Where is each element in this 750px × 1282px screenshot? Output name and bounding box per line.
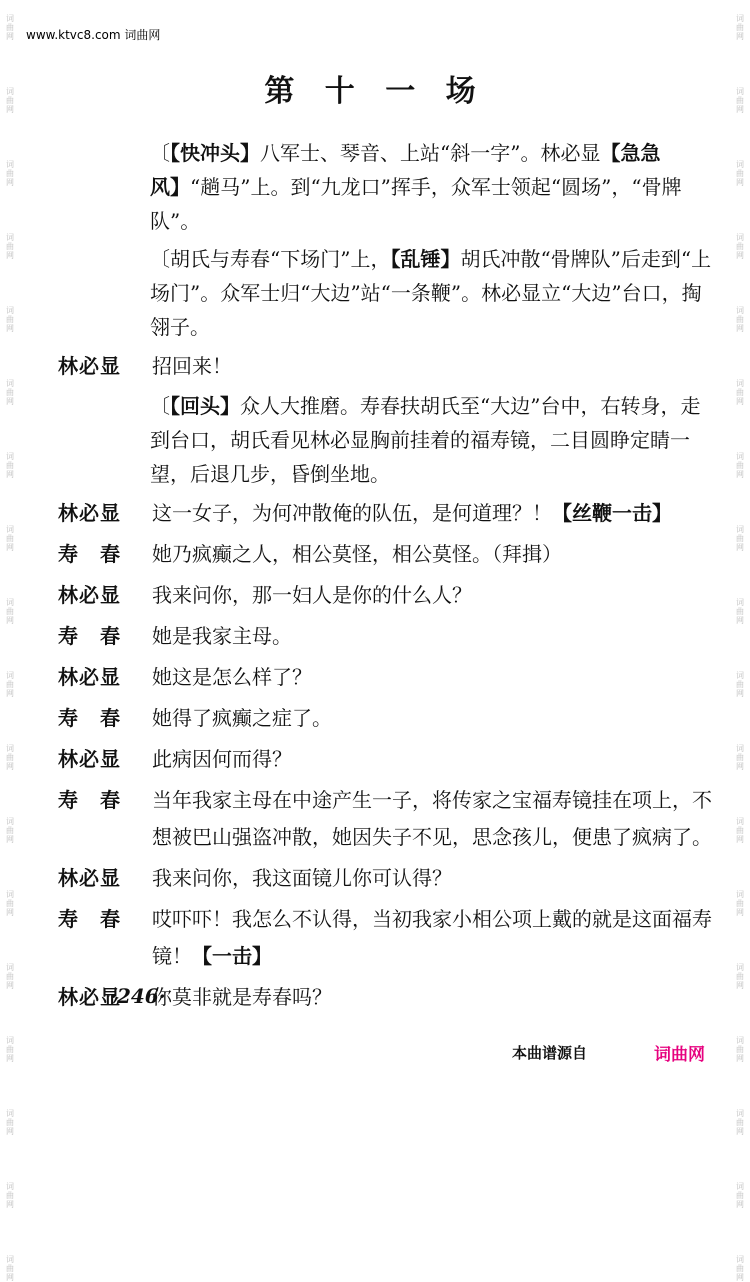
watermark-char: 词 [736,598,744,607]
script-content [58,136,718,1020]
watermark-char: 曲 [6,315,14,324]
watermark-group [736,817,744,844]
watermark-char: 词 [736,306,744,315]
watermark-group [736,671,744,698]
watermark-group [6,452,14,479]
stage-direction: 〔【快冲头】八军士、琴音、上站“斜一字”。林必显【急急风】“趟马”上。到“九龙口”挥手，众军士领起“圆场”，“骨牌队”。 [150,141,682,233]
watermark-char: 词 [6,671,14,680]
site-url[interactable]: www.ktvc8.com 词曲网 [26,28,161,42]
watermark-char: 词 [6,1109,14,1118]
music-cue: 【乱锤】 [390,247,461,271]
watermark-char: 词 [736,744,744,753]
watermark-char: 词 [6,817,14,826]
watermark-char: 词 [736,817,744,826]
speaker-name: 寿 春 [58,788,121,812]
watermark-char: 网 [736,251,744,260]
watermark-char: 网 [6,762,14,771]
watermark-group [736,890,744,917]
watermark-char: 词 [736,379,744,388]
watermark-char: 词 [736,1109,744,1118]
watermark-group [736,1182,744,1209]
watermark-group [736,1036,744,1063]
watermark-char: 曲 [6,242,14,251]
watermark-char: 曲 [736,1191,744,1200]
watermark-char: 网 [6,835,14,844]
dialogue-line [58,860,718,897]
watermark-char: 网 [736,1054,744,1063]
watermark-char: 曲 [736,242,744,251]
watermark-char: 词 [736,963,744,972]
scene-title: 第 十 一 场 [264,74,486,109]
watermark-char: 网 [736,762,744,771]
watermark-char: 网 [6,1273,14,1282]
watermark-char: 词 [6,1255,14,1264]
watermark-char: 曲 [736,461,744,470]
dialogue-text: 此病因何而得？ [152,747,292,771]
watermark-char: 曲 [736,1264,744,1273]
watermark-group [6,890,14,917]
watermark-char: 曲 [736,169,744,178]
music-cue: 【急急风】 [150,141,661,199]
watermark-char: 词 [736,160,744,169]
watermark-char: 词 [6,525,14,534]
watermark-char: 曲 [736,1118,744,1127]
music-cue: 【快冲头】 [170,141,260,165]
watermark-group [736,14,744,41]
watermark-char: 网 [6,616,14,625]
watermark-char: 网 [736,616,744,625]
watermark-group [6,1036,14,1063]
watermark-char: 词 [736,1182,744,1191]
dialogue-text: 她是我家主母。 [152,624,292,648]
speaker-name: 林必显 [58,354,121,378]
watermark-char: 网 [736,324,744,333]
stage-direction: 〔胡氏与寿春“下场门”上，【乱锤】胡氏冲散“骨牌队”后走到“上场门”。众军士归“大边”站“一条鞭”。林必显立“大边”台口，掏翎子。 [150,247,712,339]
speaker-name: 林必显 [58,985,121,1009]
watermark-char: 网 [6,251,14,260]
speaker-name: 林必显 [58,665,121,689]
watermark-char: 词 [6,598,14,607]
left-watermark-strip [2,0,18,1282]
watermark-group [6,160,14,187]
dialogue-line [58,577,718,614]
watermark-char: 词 [6,160,14,169]
speaker-name: 寿 春 [58,706,121,730]
watermark-char: 词 [736,1255,744,1264]
watermark-char: 网 [6,397,14,406]
dialogue-text: 她这是怎么样了？ [152,665,312,689]
watermark-char: 词 [6,306,14,315]
watermark-char: 词 [736,525,744,534]
watermark-group [736,233,744,260]
watermark-char: 网 [736,105,744,114]
speaker-name: 林必显 [58,747,121,771]
dialogue-text: 你莫非就是寿春吗？ [152,985,332,1009]
watermark-group [6,525,14,552]
watermark-char: 网 [736,908,744,917]
dialogue-line [58,536,718,573]
watermark-char: 网 [6,1127,14,1136]
watermark-group [6,14,14,41]
watermark-char: 曲 [736,680,744,689]
watermark-char: 网 [6,178,14,187]
watermark-char: 曲 [6,607,14,616]
dialogue-text: 招回来！ [152,354,232,378]
watermark-char: 词 [6,379,14,388]
dialogue-line [58,495,718,532]
watermark-group [6,1255,14,1282]
watermark-char: 网 [6,689,14,698]
watermark-group [6,671,14,698]
watermark-char: 曲 [6,826,14,835]
watermark-char: 网 [6,32,14,41]
watermark-group [736,306,744,333]
watermark-char: 曲 [6,899,14,908]
watermark-group [736,963,744,990]
footer-source-text: 本曲谱源自 [512,1044,588,1062]
watermark-char: 曲 [6,1191,14,1200]
dialogue-line [58,741,718,778]
dialogue-line [58,782,718,856]
watermark-group [736,598,744,625]
page-number: ·246· [110,984,166,1008]
watermark-group [6,963,14,990]
watermark-char: 曲 [736,96,744,105]
watermark-char: 词 [6,890,14,899]
watermark-char: 网 [6,908,14,917]
watermark-char: 词 [6,14,14,23]
dialogue-line [58,700,718,737]
watermark-char: 网 [6,981,14,990]
watermark-char: 词 [736,233,744,242]
music-cue: 【回头】 [170,394,240,418]
watermark-char: 网 [736,470,744,479]
watermark-char: 曲 [6,96,14,105]
right-watermark-strip [732,0,748,1282]
watermark-group [6,1109,14,1136]
watermark-group [6,1182,14,1209]
watermark-char: 词 [736,890,744,899]
watermark-char: 曲 [736,388,744,397]
watermark-char: 网 [736,178,744,187]
watermark-char: 网 [736,543,744,552]
watermark-group [736,744,744,771]
watermark-char: 网 [736,981,744,990]
watermark-char: 曲 [736,899,744,908]
dialogue-line [58,659,718,696]
speaker-name: 寿 春 [58,542,121,566]
watermark-char: 曲 [736,972,744,981]
dialogue-text: 当年我家主母在中途产生一子，将传家之宝福寿镜挂在项上，不想被巴山强盗冲散，她因失子不见，思念孩儿，便患了疯病了。 [152,788,712,849]
watermark-char: 曲 [6,169,14,178]
dialogue-line [58,348,718,385]
watermark-group [736,1109,744,1136]
watermark-char: 曲 [6,461,14,470]
dialogue-line [58,901,718,975]
watermark-char: 曲 [6,1264,14,1273]
watermark-group [6,306,14,333]
watermark-char: 词 [6,744,14,753]
watermark-char: 曲 [6,534,14,543]
watermark-char: 曲 [736,1045,744,1054]
watermark-char: 网 [736,835,744,844]
watermark-char: 网 [736,1273,744,1282]
watermark-char: 曲 [736,534,744,543]
watermark-char: 曲 [736,826,744,835]
watermark-char: 曲 [6,972,14,981]
watermark-group [736,379,744,406]
speaker-name: 林必显 [58,583,121,607]
watermark-group [6,744,14,771]
stage-direction: 〔【回头】众人大推磨。寿春扶胡氏至“大边”台中，右转身，走到台口，胡氏看见林必显胸前挂着的福寿镜，二目圆睁定睛一望，后退几步，昏倒坐地。 [150,394,701,486]
watermark-char: 曲 [6,1045,14,1054]
watermark-char: 曲 [6,23,14,32]
watermark-char: 网 [736,689,744,698]
watermark-group [6,817,14,844]
watermark-char: 词 [6,1036,14,1045]
speaker-name: 寿 春 [58,907,121,931]
watermark-char: 网 [6,1200,14,1209]
watermark-group [736,1255,744,1282]
watermark-char: 曲 [736,23,744,32]
music-cue: 【丝鞭一击】 [552,501,672,525]
watermark-group [6,379,14,406]
watermark-group [736,525,744,552]
dialogue-text: 我来问你，那一妇人是你的什么人？ [152,583,472,607]
watermark-char: 曲 [6,1118,14,1127]
watermark-char: 词 [6,233,14,242]
watermark-group [6,233,14,260]
watermark-char: 曲 [6,680,14,689]
watermark-char: 词 [736,452,744,461]
dialogue-text: 哎吓吓！我怎么不认得，当初我家小相公项上戴的就是这面福寿镜！【一击】 [152,907,712,968]
watermark-char: 词 [6,963,14,972]
watermark-char: 曲 [736,753,744,762]
dialogue-line [58,618,718,655]
dialogue-text: 她得了疯癫之症了。 [152,706,332,730]
watermark-char: 词 [736,1036,744,1045]
watermark-group [736,452,744,479]
watermark-char: 网 [736,1200,744,1209]
music-cue: 【一击】 [192,944,272,968]
speaker-name: 林必显 [58,866,121,890]
watermark-char: 网 [6,470,14,479]
watermark-char: 曲 [736,315,744,324]
dialogue-text: 我来问你，我这面镜儿你可认得？ [152,866,452,890]
watermark-char: 网 [736,397,744,406]
watermark-char: 曲 [736,607,744,616]
watermark-char: 网 [6,105,14,114]
watermark-char: 词 [6,452,14,461]
watermark-char: 词 [6,87,14,96]
watermark-char: 网 [6,324,14,333]
dialogue-text: 她乃疯癫之人，相公莫怪，相公莫怪。（拜揖） [152,542,562,566]
watermark-group [6,598,14,625]
watermark-char: 网 [6,543,14,552]
watermark-char: 曲 [6,388,14,397]
watermark-char: 网 [736,1127,744,1136]
watermark-char: 网 [736,32,744,41]
watermark-group [736,160,744,187]
speaker-name: 寿 春 [58,624,121,648]
watermark-char: 词 [736,87,744,96]
speaker-name: 林必显 [58,501,121,525]
watermark-char: 词 [6,1182,14,1191]
footer-brand-link[interactable]: 词曲网 [654,1045,705,1065]
dialogue-text: 这一女子，为何冲散俺的队伍，是何道理？！【丝鞭一击】 [152,501,672,525]
watermark-char: 词 [736,14,744,23]
watermark-char: 曲 [6,753,14,762]
watermark-char: 网 [6,1054,14,1063]
watermark-char: 词 [736,671,744,680]
